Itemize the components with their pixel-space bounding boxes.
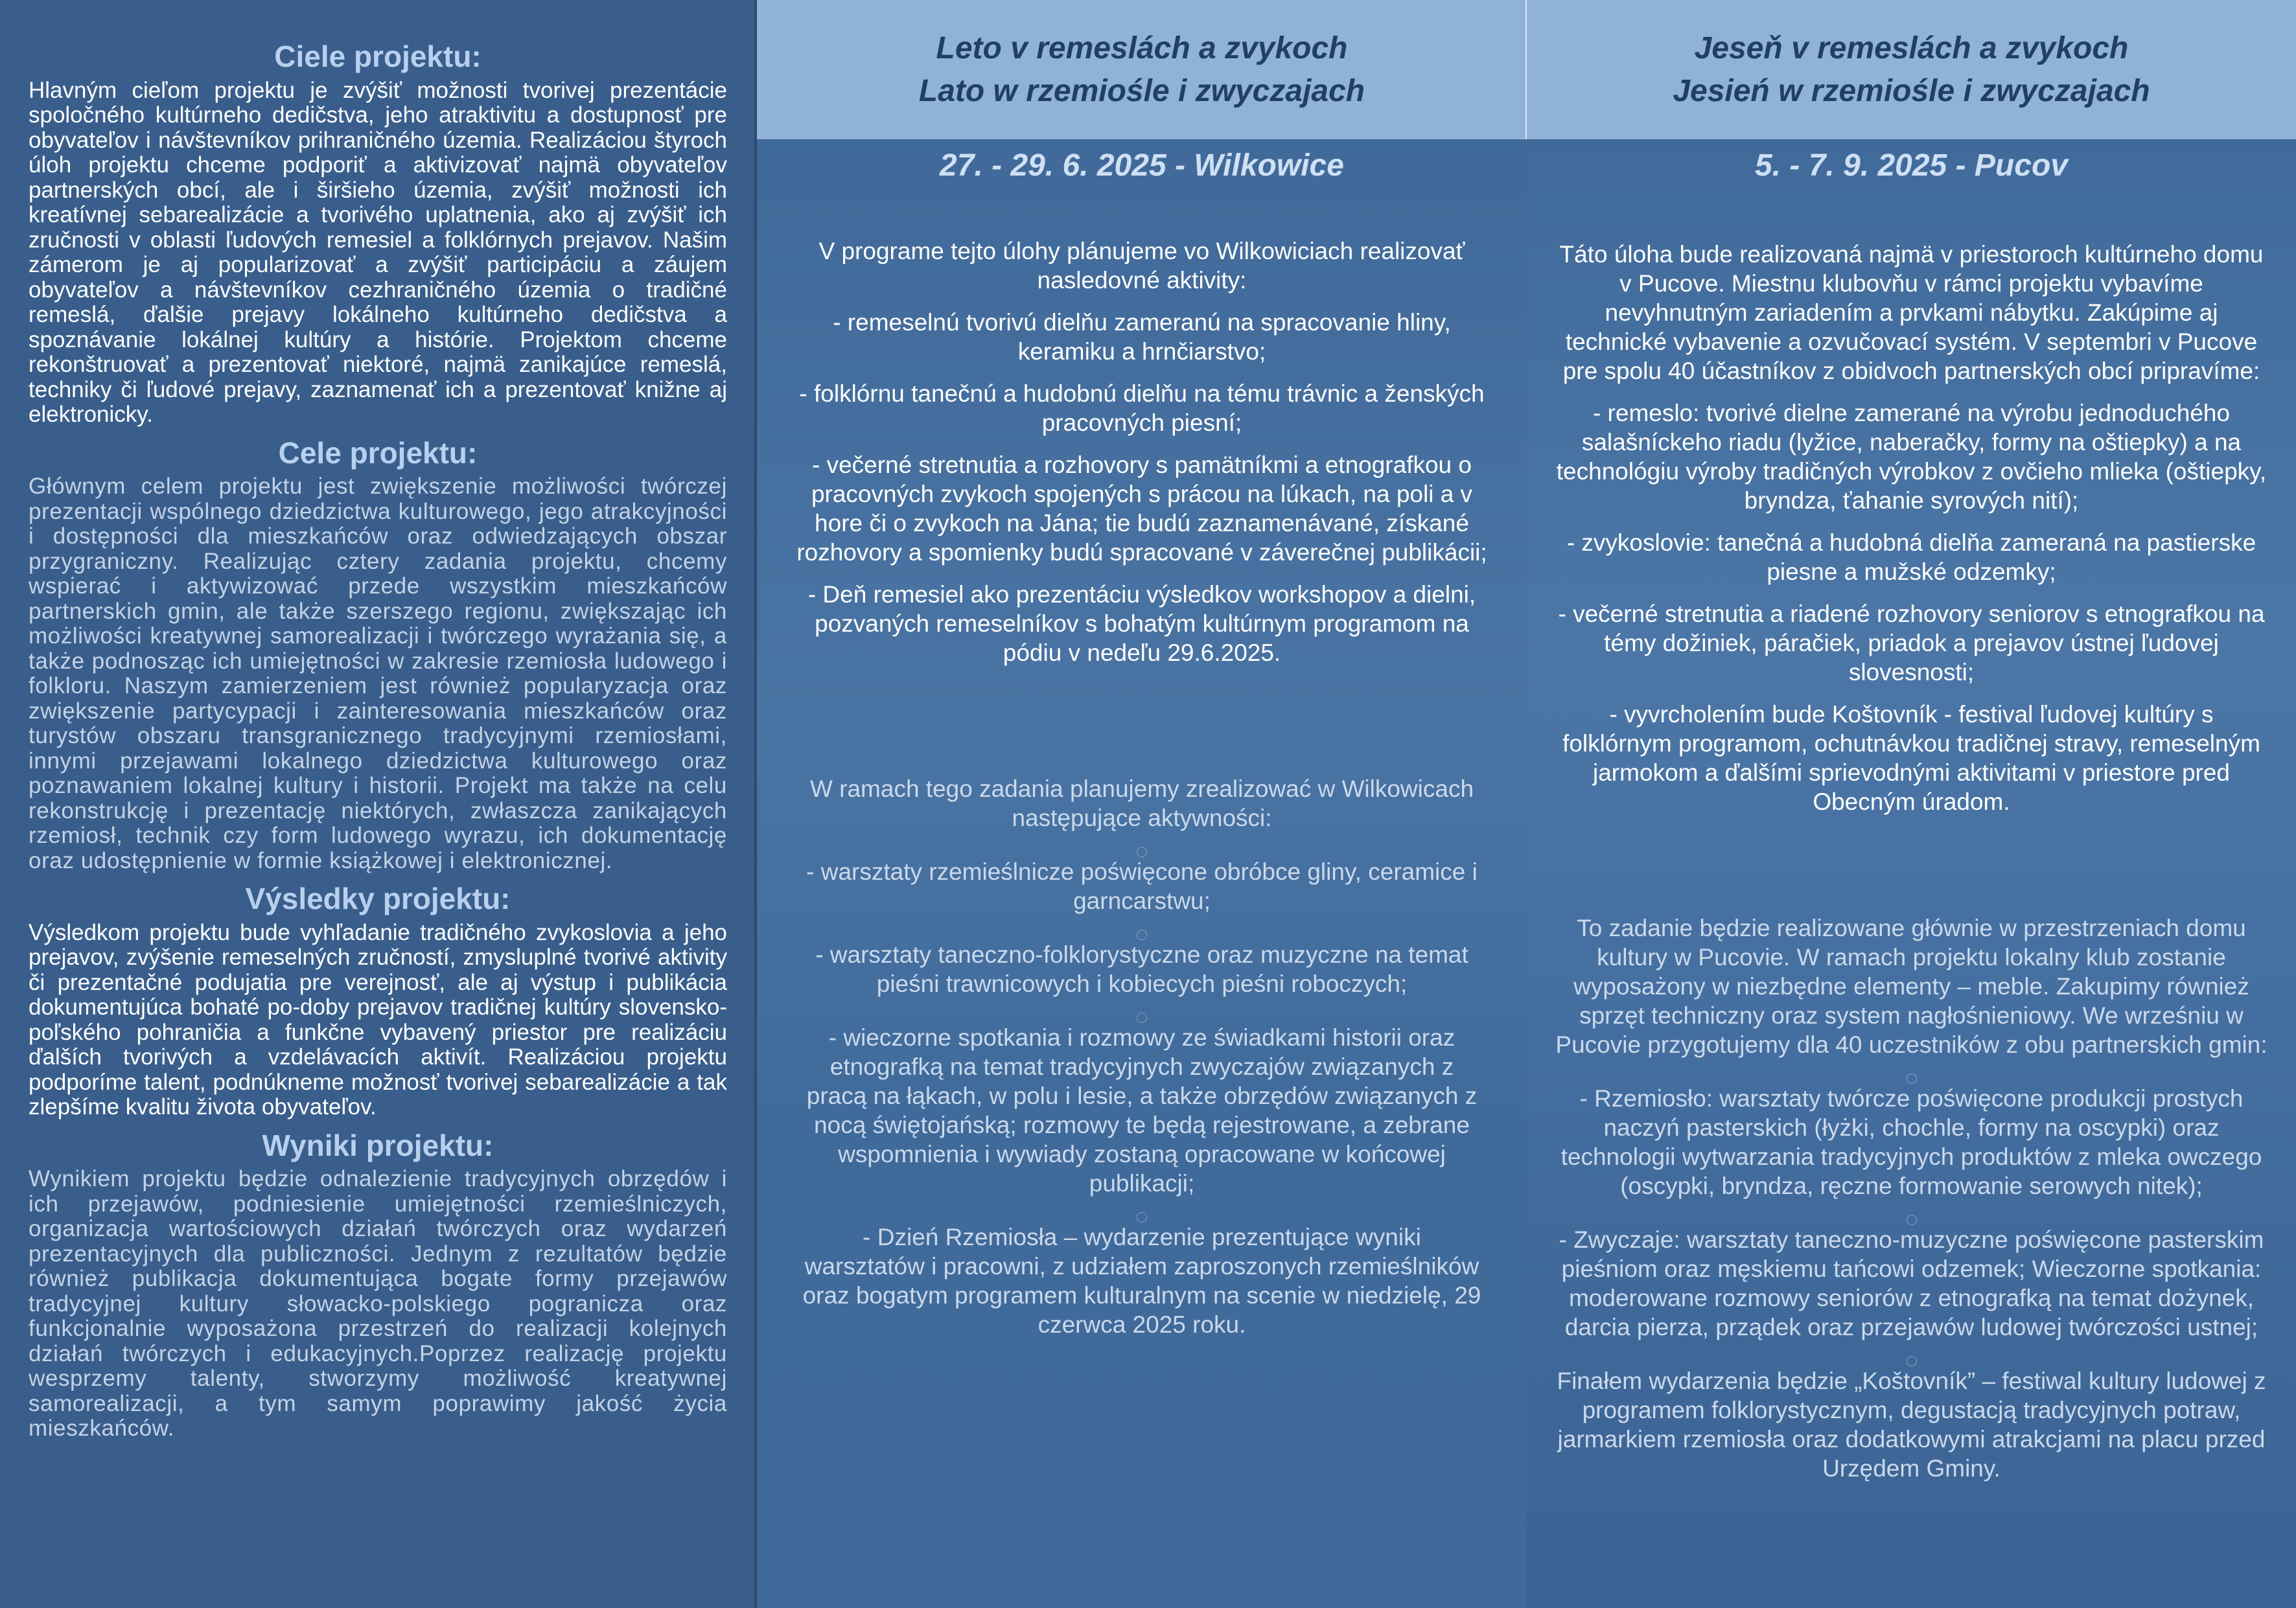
middle-panel <box>757 0 1527 1608</box>
summer-title-pl: Lato w rzemiośle i zwyczajach <box>918 73 1365 108</box>
summer-pl-item: - wieczorne spotkania i rozmowy ze świadkami historii oraz etnografką na temat tradycyjnych zwyczajów związanych z pracą na łąkach, w polu i lesie, a także obrzędów związanych z nocą świętojańską; rozmowy te będą rejestrowane, a zebrane wspomnienia i wywiady zostaną opracowane w końcowej publikacji; <box>806 1024 1478 1197</box>
summer-pl-intro: W ramach tego zadania planujemy zrealizować w Wilkowicach następujące aktywności: <box>809 775 1474 831</box>
results-pl-title: Wyniki projektu: <box>262 1128 494 1162</box>
autumn-pl-list <box>1527 913 2296 1497</box>
autumn-pl-intro: To zadanie będzie realizowane głównie w przestrzeniach domu kultury w Pucovie. W ramach projektu lokalny klub zostanie wyposażony w niezbędne elementy – meble. Zakupimy również sprzęt techniczny oraz system nagłośnieniowy. We wrześniu w Pucovie przygotujemy dla 40 uczestników z obu partnerskich gmin: <box>1555 915 2267 1058</box>
summer-sk-item: - večerné stretnutia a rozhovory s pamätníkmi a etnografkou o pracovných zvykoch spojených s prácou na lúkach, na poli a v hore či o zvykoch na Jána; tie budú zaznamenávané, získané rozhovory a spomienky budú spracované v záverečnej publikácii; <box>796 452 1487 566</box>
goals-sk-text: Hlavným cieľom projektu je zvýšiť možnosti tvorivej prezentácie spoločného kultúrneho dedičstva, jeho atraktivitu a dostupnosť pre obyvateľov i návštevníkov prihraničného územia. Realizáciou štyroch úloh projektu chceme podporiť a aktivizovať najmä obyvateľov partnerských obcí, ale i širšieho územia, zvýšiť možnosti ich kreatívnej sebarealizácie a tvorivého uplatnenia, ako aj zvýšiť ich zručnosti v oblasti ľudových remesiel a folklórnych prejavov. Našim zámerom je aj popularizovať a zvýšiť participáciu a záujem obyvateľov a návštevníkov cezhraničného územia o tradičné remeslá, ďalšie prejavy lokálneho kultúrneho dedičstva a spoznávanie lokálnej kultúry a histórie. Projektom chceme rekonštruovať a prezentovať niektoré, najmä zanikajúce remeslá, techniky či ľudové prejavy, zaznamenať ich a prezentovať knižne aj elektronicky. <box>29 77 727 428</box>
summer-sk-intro: V programe tejto úlohy plánujeme vo Wilkowiciach realizovať nasledovné aktivity: <box>818 238 1465 293</box>
autumn-sk-item: - večerné stretnutia a riadené rozhovory seniorov s etnografkou na témy dožiniek, páračiek, priadok a prejavov ústnej ľudovej slovesnosti; <box>1558 601 2265 685</box>
goals-sk-title: Ciele projektu: <box>274 40 481 73</box>
autumn-sk-item: - vyvrcholením bude Koštovník - festival ľudovej kultúry s folklórnym programom, ochutnávkou tradičnej stravy, remeselným jarmokom a ďalšími sprievodnými aktivitami v priestore pred Obecným úradom. <box>1562 701 2260 815</box>
autumn-sk-item: - remeslo: tvorivé dielne zamerané na výrobu jednoduchého salašníckeho riadu (lyžice, naberačky, formy na oštiepky) a na technológiu výroby tradičných výrobkov z ovčieho mlieka (oštiepky, bryndza, ťahanie syrových nití); <box>1556 400 2267 514</box>
results-pl-text: Wynikiem projektu będzie odnalezienie tradycyjnych obrzędów i ich przejawów, podniesienie umiejętności rzemieślniczych, organizacja wartościowych działań twórczych oraz wydarzeń prezentacyjnych dla publiczności. Jednym z rezultatów będzie również publikacja dokumentująca bogate formy przejawów tradycyjnej kultury słowacko-polskiego pogranicza oraz funkcjonalnie wyposażona przestrzeń do realizacji kolejnych działań twórczych i edukacyjnych.Poprzez realizację projektu wesprzemy talenty, stworzymy możliwość kreatywnej samorealizacji, a tym samym poprawimy jakość życia mieszkańców. <box>29 1166 727 1441</box>
summer-sk-list <box>757 236 1527 680</box>
summer-sk-item: - remeselnú tvorivú dielňu zameranú na spracovanie hliny, keramiku a hrnčiarstvo; <box>833 309 1451 365</box>
autumn-header-band <box>1527 0 2296 139</box>
summer-title-sk: Leto v remeslách a zvykoch <box>936 30 1348 65</box>
separator-dot <box>1137 930 1147 940</box>
separator-dot <box>1907 1215 1917 1225</box>
autumn-sk-list <box>1527 240 2296 829</box>
summer-pl-item: - warsztaty rzemieślnicze poświęcone obróbce gliny, ceramice i garncarstwu; <box>806 858 1478 914</box>
autumn-sk-item: - zvykoslovie: tanečná a hudobná dielňa zameraná na pastierske piesne a mužské odzemky; <box>1566 529 2256 585</box>
summer-header-band <box>757 0 1527 139</box>
summer-pl-item: - Dzień Rzemiosła – wydarzenie prezentujące wyniki warsztatów i pracowni, z udziałem zaproszonych rzemieślników oraz bogatym programem kulturalnym na scenie w niedzielę, 29 czerwca 2025 roku. <box>802 1224 1481 1338</box>
summer-pl-list <box>757 774 1527 1353</box>
separator-dot <box>1907 1074 1917 1084</box>
separator-dot <box>1137 1013 1147 1023</box>
goals-pl-text: Głównym celem projektu jest zwiększenie możliwości twórczej prezentacji wspólnego dziedzictwa kulturowego, jego atrakcyjności i dostępności dla mieszkańców oraz odwiedzających obszar przygraniczny. Realizując cztery zadania projektu, chcemy wspierać i aktywizować przede wszystkim mieszkańców partnerskich gmin, ale także szerszego regionu, zwiększając ich możliwości kreatywnej samorealizacji i twórczego wyrażania się, a także podnosząc ich umiejętności w zakresie rzemiosła ludowego i folkloru. Naszym zamierzeniem jest również popularyzacja oraz zwiększenie partycypacji i zainteresowania mieszkańców oraz turystów obszaru transgranicznego tradycyjnymi rzemiosłami, innymi przejawami lokalnego dziedzictwa kulturowego oraz poznawaniem lokalnej kultury i historii. Projekt ma także na celu rekonstrukcję i prezentację niektórych, zwłaszcza zanikających rzemiosł, technik czy form ludowego wyrazu, ich dokumentację oraz udostępnienie w formie książkowej i elektronicznej. <box>29 474 727 873</box>
summer-pl-item: - warsztaty taneczno-folklorystyczne oraz muzyczne na temat pieśni trawnicowych i kobiecych pieśni roboczych; <box>815 941 1468 997</box>
summer-sk-item: - folklórnu tanečnú a hudobnú dielňu na tému trávnic a ženských pracovných piesní; <box>799 380 1485 436</box>
separator-dot <box>1907 1356 1917 1366</box>
separator-dot <box>1137 847 1147 857</box>
summer-date: 27. - 29. 6. 2025 - Wilkowice <box>940 148 1344 183</box>
autumn-title-sk: Jeseň v remeslách a zvykoch <box>1694 30 2129 65</box>
autumn-sk-intro: Táto úloha bude realizovaná najmä v priestoroch kultúrneho domu v Pucove. Miestnu klubovňu v rámci projektu vybavíme nevyhnutným zariadením a prvkami nábytku. Zakúpime aj technické vybavenie a ozvučovací systém. V septembri v Pucove pre spolu 40 účastníkov z obidvoch partnerských obcí pripravíme: <box>1559 241 2264 384</box>
autumn-pl-item: - Rzemiosło: warsztaty twórcze poświęcone produkcji prostych naczyń pasterskich (łyżki, chochle, formy na oscypki) oraz technologii wytwarzania tradycyjnych produktów z mleka owczego (oscypki, bryndza, ręczne formowanie serowych nitek); <box>1560 1085 2262 1199</box>
autumn-pl-item: - Zwyczaje: warsztaty taneczno-muzyczne poświęcone pasterskim pieśniom oraz męskiemu tańcowi odzemek; Wieczorne spotkania: moderowane rozmowy seniorów z etnografką na temat dożynek, darcia pierza, prządek oraz przejawów ludowej twórczości ustnej; <box>1559 1226 2264 1340</box>
goals-pl-title: Cele projektu: <box>278 435 478 470</box>
results-sk-text: Výsledkom projektu bude vyhľadanie tradičného zvykoslovia a jeho prejavov, zvýšenie remeselných zručností, zmysluplné tvorivé aktivity či prezentačné podujatia pre verejnosť, ale aj výstup i publikácia dokumentujúca bohaté po-doby prejavov tradičnej kultúry slovensko-poľského pohraničia a funkčne vybavený priestor pre realizáciu ďalších tvorivých a vzdelávacích aktivít. Realizáciou projektu podporíme talent, podnúkneme možnosť tvorivej sebarealizácie a tak zlepšíme kvalitu života obyvateľov. <box>29 919 727 1120</box>
autumn-pl-item: Finałem wydarzenia będzie „Koštovník” – festiwal kultury ludowej z programem folklorystycznym, degustacją tradycyjnych potraw, jarmarkiem rzemiosła oraz dodatkowymi atrakcjami na placu przed Urzędem Gminy. <box>1557 1368 2266 1482</box>
separator-dot <box>1137 1212 1147 1223</box>
right-panel <box>1527 0 2296 1608</box>
autumn-title-pl: Jesień w rzemiośle i zwyczajach <box>1673 73 2150 108</box>
autumn-date: 5. - 7. 9. 2025 - Pucov <box>1755 148 2068 183</box>
left-panel <box>0 0 757 1608</box>
results-sk-title: Výsledky projektu: <box>245 882 511 916</box>
summer-sk-item: - Deň remesiel ako prezentáciu výsledkov workshopov a dielni, pozvaných remeselníkov s bohatým kultúrnym programom na pódiu v nedeľu 29.6.2025. <box>807 581 1476 666</box>
